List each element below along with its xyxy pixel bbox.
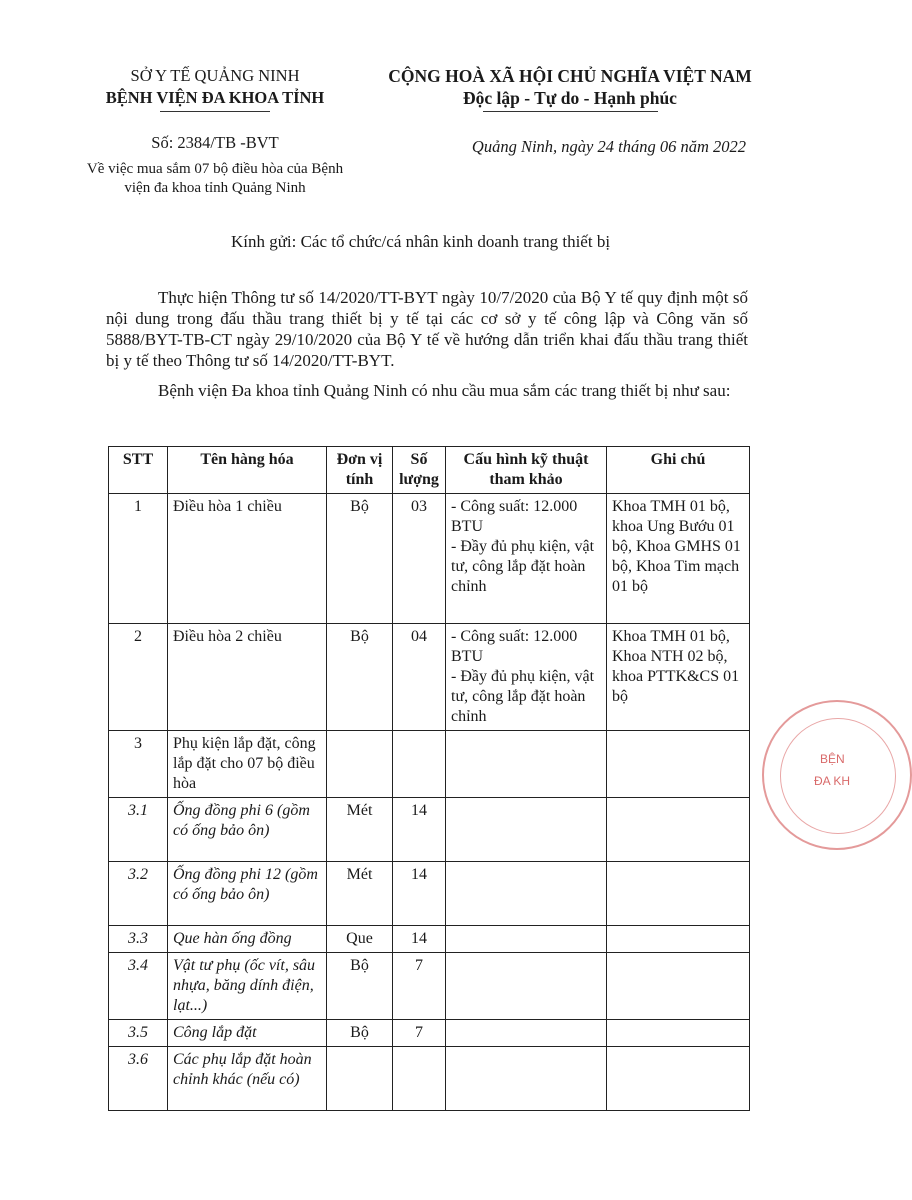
cell-name: Que hàn ống đồng: [168, 926, 327, 953]
cell-note: [607, 953, 750, 1020]
body-paragraph-2: Bệnh viện Đa khoa tỉnh Quảng Ninh có nhu cầu mua sắm các trang thiết bị như sau:: [158, 381, 731, 400]
cell-name: Vật tư phụ (ốc vít, sâu nhựa, băng dính điện, lạt...): [168, 953, 327, 1020]
cell-unit: [327, 1047, 393, 1111]
cell-stt: 1: [109, 494, 168, 624]
cell-qty: 03: [393, 494, 446, 624]
cell-name: Điều hòa 1 chiều: [168, 494, 327, 624]
cell-stt: 3.2: [109, 862, 168, 926]
cell-spec: [446, 731, 607, 798]
cell-unit: Bộ: [327, 1020, 393, 1047]
cell-qty: 14: [393, 926, 446, 953]
cell-name: Phụ kiện lắp đặt, công lắp đặt cho 07 bộ điều hòa: [168, 731, 327, 798]
recipient-line: Kính gửi: Các tổ chức/cá nhân kinh doanh trang thiết bị: [230, 232, 611, 251]
cell-name: Công lắp đặt: [168, 1020, 327, 1047]
place-date: Quảng Ninh, ngày 24 tháng 06 năm 2022: [471, 137, 746, 156]
issuing-organization: BỆNH VIỆN ĐA KHOA TỈNH: [105, 88, 325, 107]
cell-unit: Bộ: [327, 494, 393, 624]
goods-table: [108, 446, 750, 1111]
cell-qty: 04: [393, 624, 446, 731]
cell-unit: Mét: [327, 862, 393, 926]
table-row: [109, 926, 750, 953]
cell-qty: [393, 731, 446, 798]
table-row: [109, 731, 750, 798]
cell-note: [607, 731, 750, 798]
cell-note: [607, 862, 750, 926]
header-note: Ghi chú: [607, 447, 750, 494]
issuing-authority: SỞ Y TẾ QUẢNG NINH: [130, 66, 300, 85]
cell-name: Ống đồng phi 12 (gồm có ống bảo ôn): [168, 862, 327, 926]
table-row: [109, 624, 750, 731]
cell-qty: 7: [393, 1020, 446, 1047]
cell-spec: [446, 798, 607, 862]
table-row: [109, 798, 750, 862]
cell-spec: - Công suất: 12.000 BTU - Đầy đủ phụ kiện, vật tư, công lắp đặt hoàn chỉnh: [446, 624, 607, 731]
table-row: [109, 862, 750, 926]
cell-name: Các phụ lắp đặt hoàn chỉnh khác (nếu có): [168, 1047, 327, 1111]
cell-stt: 3: [109, 731, 168, 798]
document-subject: [70, 160, 360, 198]
national-motto: Độc lập - Tự do - Hạnh phúc: [463, 88, 677, 108]
cell-qty: [393, 1047, 446, 1111]
cell-unit: Que: [327, 926, 393, 953]
cell-stt: 2: [109, 624, 168, 731]
cell-spec: [446, 926, 607, 953]
cell-spec: - Công suất: 12.000 BTU - Đầy đủ phụ kiện, vật tư, công lắp đặt hoàn chỉnh: [446, 494, 607, 624]
subject-line-2: viện đa khoa tỉnh Quảng Ninh: [124, 180, 306, 196]
cell-unit: Bộ: [327, 624, 393, 731]
table-row: [109, 494, 750, 624]
seal-text-2: ĐA KH: [814, 774, 851, 788]
org-underline: [160, 111, 270, 112]
cell-spec: [446, 953, 607, 1020]
subject-line-1: Về việc mua sắm 07 bộ điều hòa của Bệnh: [86, 161, 344, 177]
table-row: [109, 1020, 750, 1047]
body-paragraph-1: Thực hiện Thông tư số 14/2020/TT-BYT ngày 10/7/2020 của Bộ Y tế quy định một số nội dung trong đấu thầu trang thiết bị y tế tại các cơ sở y tế công lập và Công văn số 5888/BYT-TB-CT ngày 29/10/2020 của Bộ Y tế về hướng dẫn triển khai đấu thầu trang thiết bị y tế theo Thông tư số 14/2020/TT-BYT.: [106, 288, 748, 370]
cell-spec: [446, 1047, 607, 1111]
cell-qty: 14: [393, 798, 446, 862]
header-stt: STT: [109, 447, 168, 494]
table-row: [109, 953, 750, 1020]
cell-note: Khoa TMH 01 bộ, Khoa NTH 02 bộ, khoa PTTK&CS 01 bộ: [607, 624, 750, 731]
table-row: [109, 1047, 750, 1111]
cell-note: [607, 926, 750, 953]
cell-name: Ống đồng phi 6 (gồm có ống bảo ôn): [168, 798, 327, 862]
cell-name: Điều hòa 2 chiều: [168, 624, 327, 731]
cell-stt: 3.4: [109, 953, 168, 1020]
cell-note: [607, 1047, 750, 1111]
official-seal: [762, 700, 912, 850]
cell-stt: 3.6: [109, 1047, 168, 1111]
national-title: CỘNG HOÀ XÃ HỘI CHỦ NGHĨA VIỆT NAM: [388, 66, 752, 86]
cell-unit: Bộ: [327, 953, 393, 1020]
cell-note: [607, 1020, 750, 1047]
cell-qty: 7: [393, 953, 446, 1020]
cell-unit: Mét: [327, 798, 393, 862]
cell-note: [607, 798, 750, 862]
cell-stt: 3.1: [109, 798, 168, 862]
cell-stt: 3.5: [109, 1020, 168, 1047]
cell-stt: 3.3: [109, 926, 168, 953]
cell-spec: [446, 862, 607, 926]
header-spec: Cấu hình kỹ thuật tham khảo: [446, 447, 607, 494]
header-name: Tên hàng hóa: [168, 447, 327, 494]
cell-qty: 14: [393, 862, 446, 926]
document-number: Số: 2384/TB -BVT: [151, 133, 279, 152]
cell-note: Khoa TMH 01 bộ, khoa Ung Bướu 01 bộ, Khoa GMHS 01 bộ, Khoa Tim mạch 01 bộ: [607, 494, 750, 624]
seal-text-1: BỆN: [820, 752, 845, 766]
cell-spec: [446, 1020, 607, 1047]
header-qty: Số lượng: [393, 447, 446, 494]
header-unit: Đơn vị tính: [327, 447, 393, 494]
cell-unit: [327, 731, 393, 798]
motto-underline: [483, 111, 658, 112]
table-header-row: [109, 447, 750, 494]
